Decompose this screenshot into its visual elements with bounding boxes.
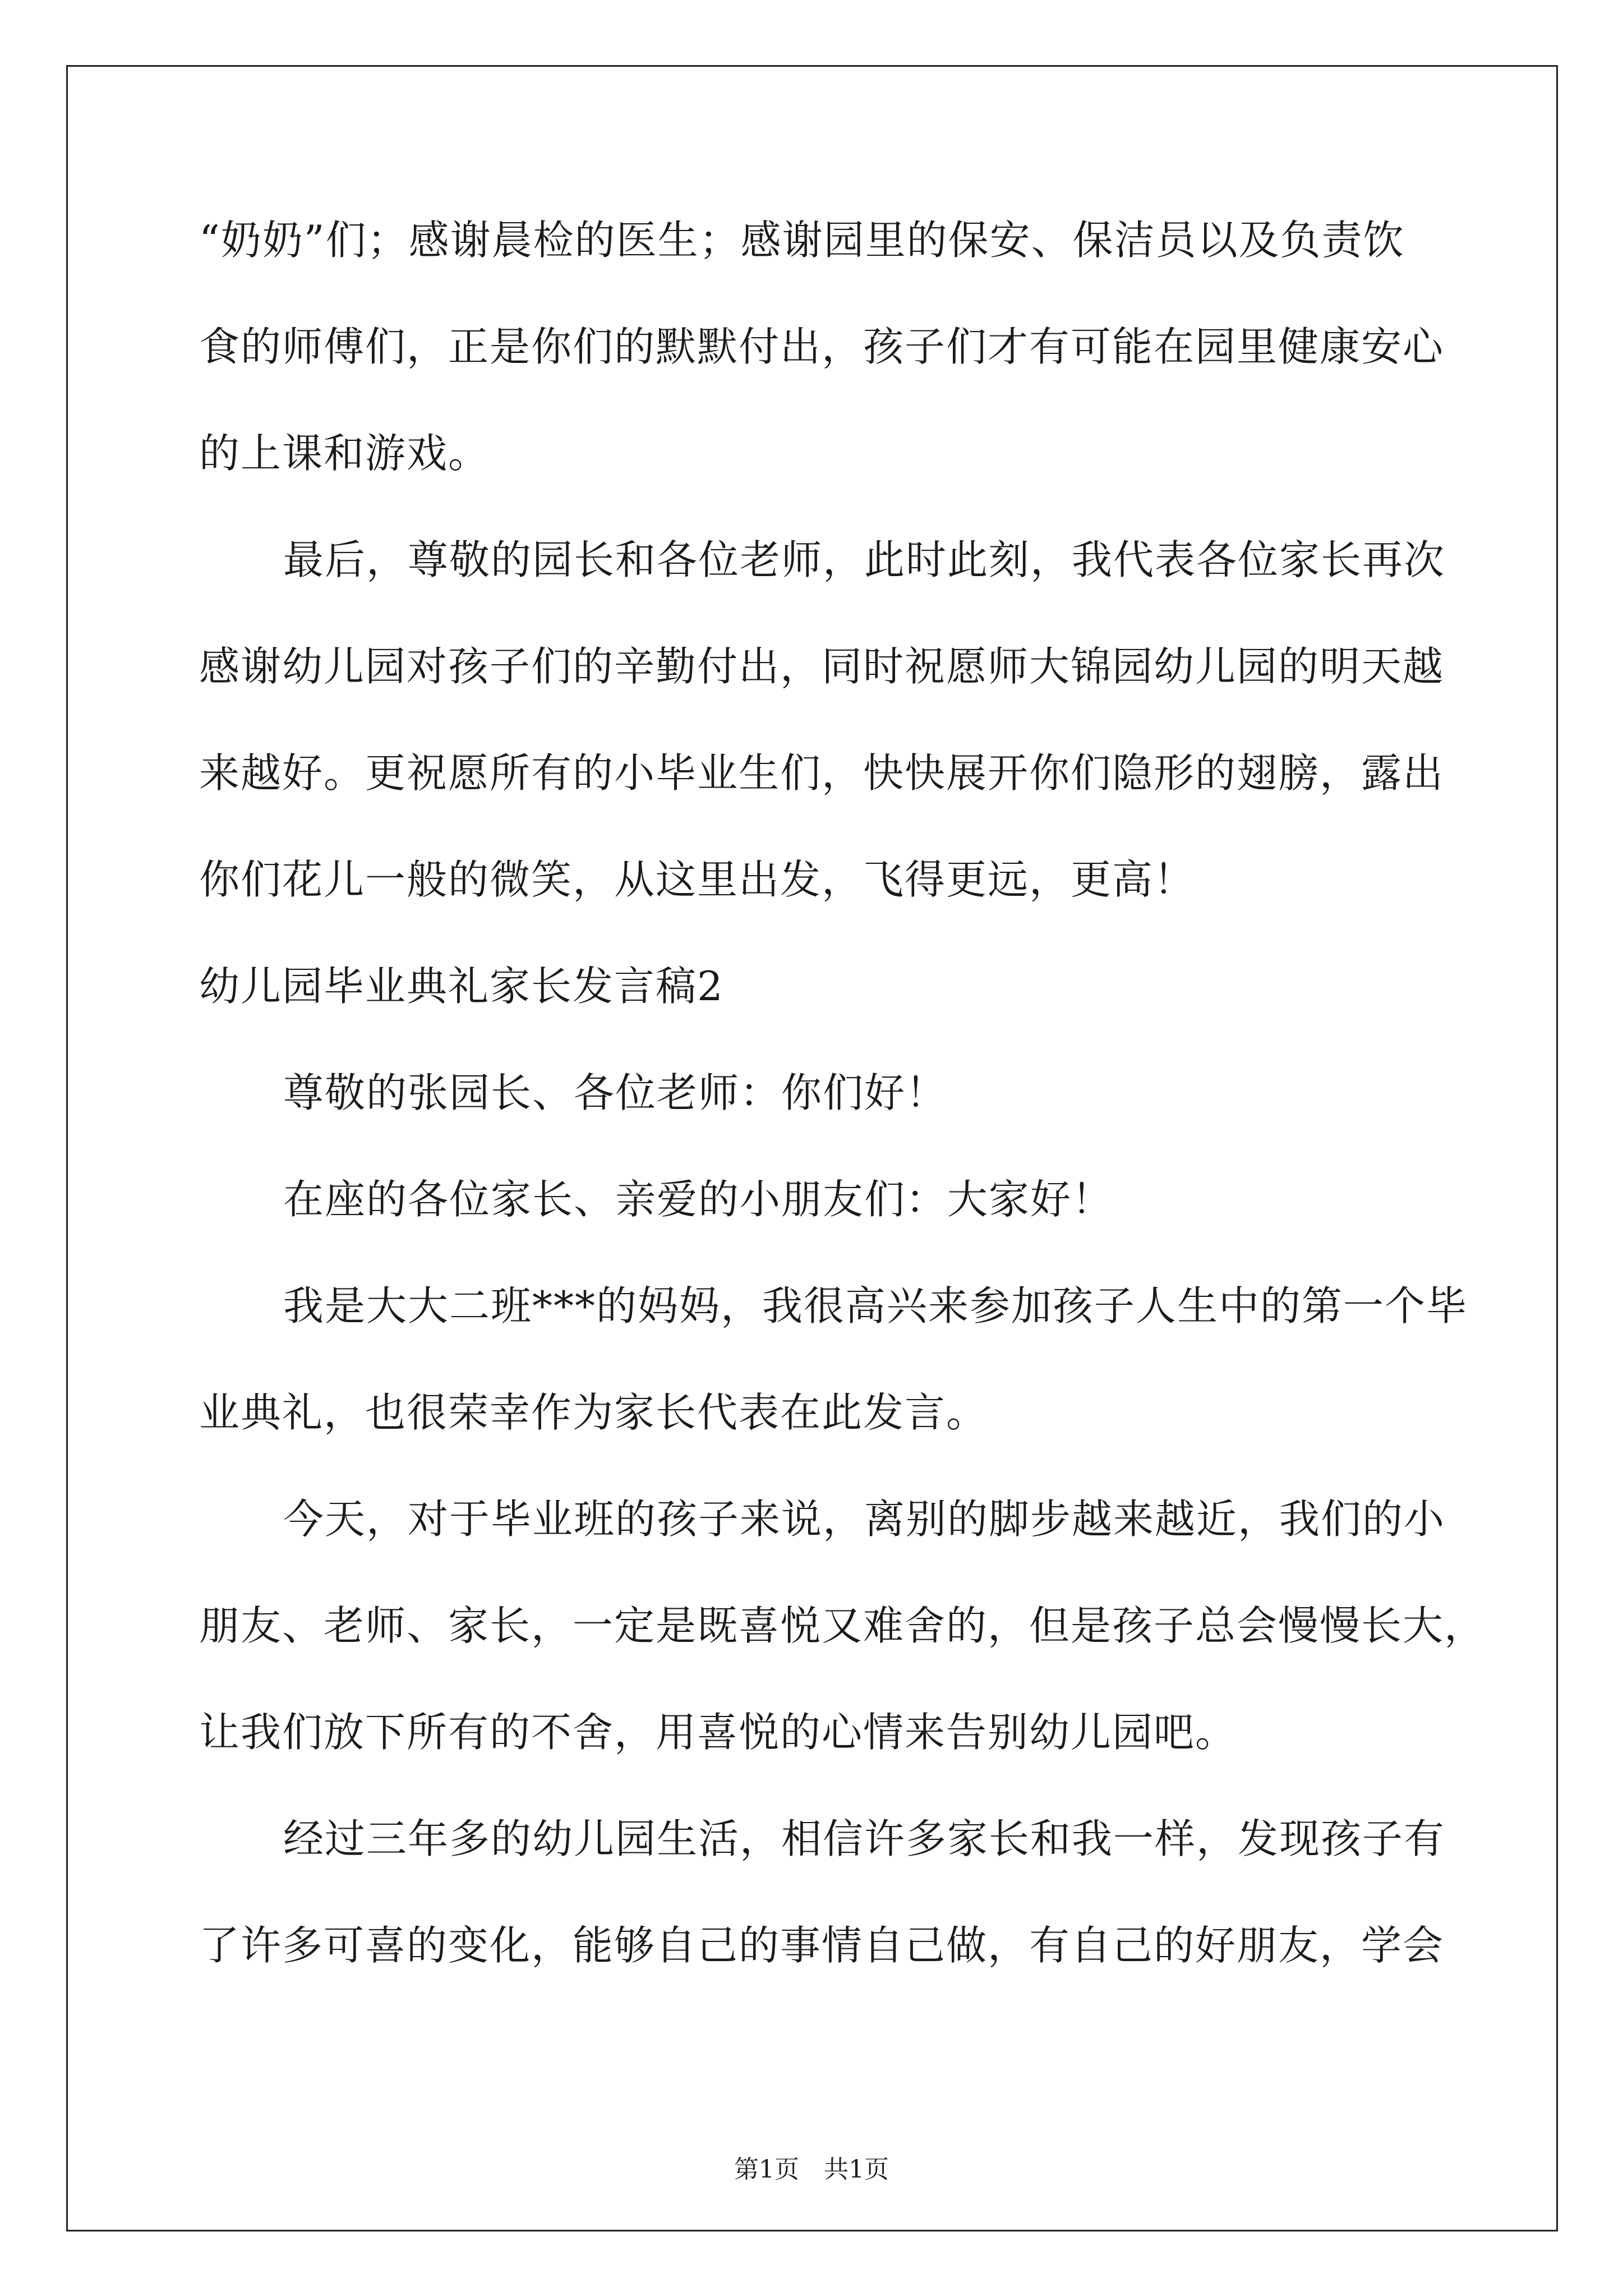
body-line: 最后，尊敬的园长和各位老师，此时此刻，我代表各位家长再次 (283, 536, 1446, 583)
body-line: “奶奶”们；感谢晨检的医生；感谢园里的保安、保洁员以及负责饮 (199, 217, 1405, 264)
page-border (66, 65, 1558, 2231)
body-line: 来越好。更祝愿所有的小毕业生们，快快展开你们隐形的翅膀，露出 (199, 749, 1445, 797)
body-line: 的上课和游戏。 (199, 430, 490, 477)
body-line: 今天，对于毕业班的孩子来说，离别的脚步越来越近，我们的小 (283, 1496, 1446, 1543)
body-line: 尊敬的张园长、各位老师：你们好！ (283, 1069, 948, 1116)
body-line: 经过三年多的幼儿园生活，相信许多家长和我一样，发现孩子有 (283, 1815, 1446, 1862)
body-line: 让我们放下所有的不舍，用喜悦的心情来告别幼儿园吧。 (199, 1709, 1237, 1756)
body-line: 业典礼，也很荣幸作为家长代表在此发言。 (199, 1389, 988, 1436)
body-line: 了许多可喜的变化，能够自己的事情自己做，有自己的好朋友，学会 (199, 1922, 1445, 1969)
body-line: 感谢幼儿园对孩子们的辛勤付出，同时祝愿师大锦园幼儿园的明天越 (199, 643, 1445, 690)
body-line: 在座的各位家长、亲爱的小朋友们：大家好！ (283, 1176, 1114, 1223)
page-number-footer: 第1页 共1页 (734, 2155, 889, 2184)
body-line: 我是大大二班***的妈妈，我很高兴来参加孩子人生中的第一个毕 (283, 1282, 1468, 1329)
body-line: 食的师傅们，正是你们的默默付出，孩子们才有可能在园里健康安心 (199, 323, 1445, 370)
body-line: 朋友、老师、家长，一定是既喜悦又难舍的，但是孩子总会慢慢长大， (199, 1602, 1486, 1649)
body-line: 你们花儿一般的微笑，从这里出发，飞得更远，更高！ (199, 856, 1196, 903)
section-heading: 幼儿园毕业典礼家长发言稿2 (199, 963, 724, 1010)
